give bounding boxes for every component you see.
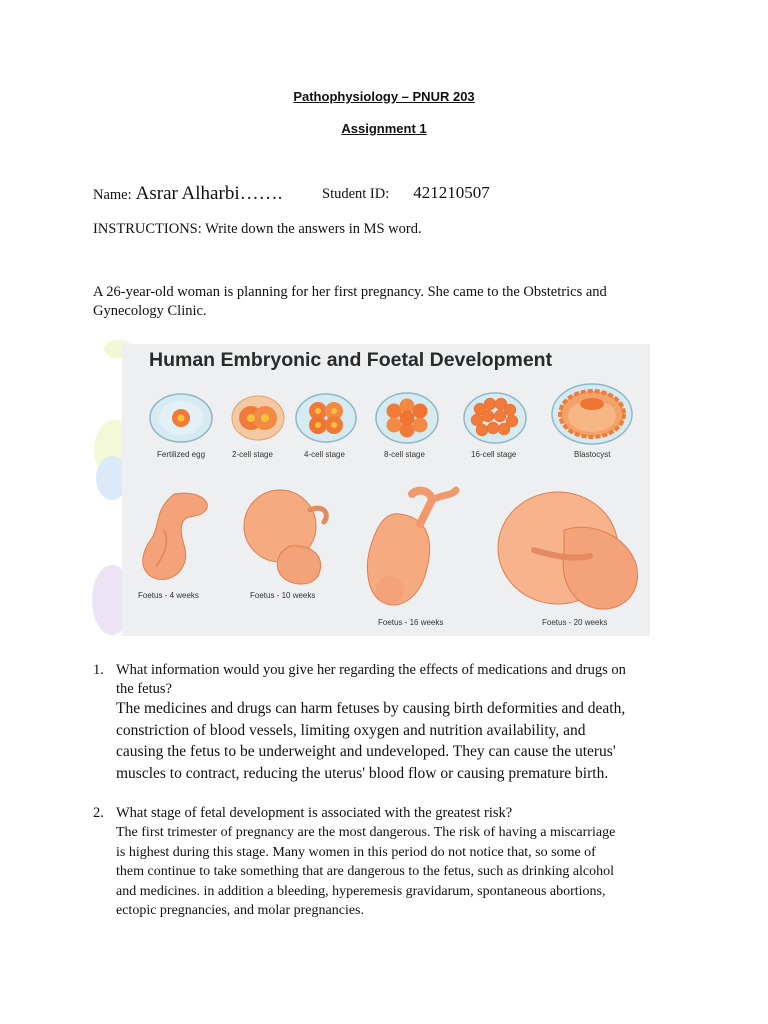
figure-title: Human Embryonic and Foetal Development (149, 349, 553, 371)
id-label: Student ID: (322, 186, 390, 202)
foetus-4-weeks-image (134, 490, 214, 586)
stage-caption: Fertilized egg (157, 450, 206, 459)
stage-caption: Blastocyst (574, 450, 611, 459)
name-value: Asrar Alharbi……. (135, 183, 283, 204)
id-value: 421210507 (413, 183, 490, 202)
scenario-line: A 26-year-old woman is planning for her first pregnancy. She came to the Obstetrics and (93, 284, 607, 300)
foetus-16-weeks-image (360, 484, 462, 616)
student-id-line (322, 183, 490, 203)
answer-line: is highest during this stage. Many women in this period do not notice that, so some of (116, 844, 596, 860)
foetus-20-weeks-image (494, 490, 644, 618)
scenario-line: Gynecology Clinic. (93, 303, 207, 319)
answer-line: The first trimester of pregnancy are the most dangerous. The risk of having a miscarriage (116, 825, 616, 840)
question-line: What information would you give her regarding the effects of medications and drugs on (116, 662, 626, 678)
answer-1 (116, 698, 625, 784)
foetus-caption: Foetus - 16 weeks (378, 618, 444, 627)
answer-line: causing the fetus to be underweight and undeveloped. They can cause the uterus' (116, 743, 616, 760)
four-cell-image (294, 392, 358, 444)
blastocyst-image (550, 382, 634, 446)
answer-line: ectopic pregnancies, and molar pregnancies. (116, 903, 365, 918)
question-line: the fetus? (116, 681, 172, 697)
foetus-10-weeks-image (240, 486, 332, 590)
answer-line: The medicines and drugs can harm fetuses by causing birth deformities and death, (116, 700, 626, 717)
sixteen-cell-image (462, 391, 528, 445)
eight-cell-image (374, 391, 440, 445)
answer-line: constriction of blood vessels, limiting oxygen and nutrition availability, and (116, 721, 586, 739)
foetus-caption: Foetus - 20 weeks (542, 618, 608, 627)
stage-caption: 2-cell stage (232, 450, 273, 459)
course-title: Pathophysiology – PNUR 203 (293, 89, 475, 104)
stage-caption: 16-cell stage (471, 450, 517, 459)
fertilized-egg-image (148, 392, 214, 444)
assignment-title: Assignment 1 (341, 121, 427, 136)
answer-line: and medicines. in addition a bleeding, hyperemesis gravidarum, spontaneous abortions, (116, 883, 606, 899)
question-line: What stage of fetal development is associated with the greatest risk? (116, 805, 513, 821)
question-2 (116, 804, 512, 823)
scenario (93, 283, 607, 321)
two-cell-image (230, 394, 286, 442)
embryo-development-figure (122, 344, 650, 636)
name-label: Name: (93, 187, 132, 203)
foetus-caption: Foetus - 10 weeks (250, 591, 316, 600)
answer-line: muscles to contract, reducing the uterus' blood flow or causing premature birth. (116, 764, 609, 782)
student-line (93, 183, 282, 205)
answer-line: them continue to take something that are dangerous to the fetus, such as drinking alcohol (116, 864, 615, 879)
stage-caption: 4-cell stage (304, 450, 345, 459)
question-1 (116, 661, 626, 699)
answer-2 (116, 823, 615, 921)
instructions: INSTRUCTIONS: Write down the answers in MS word. (93, 221, 422, 237)
question-number: 1. (93, 662, 104, 678)
stage-caption: 8-cell stage (384, 450, 425, 459)
foetus-caption: Foetus - 4 weeks (138, 591, 199, 600)
question-number: 2. (93, 805, 104, 821)
